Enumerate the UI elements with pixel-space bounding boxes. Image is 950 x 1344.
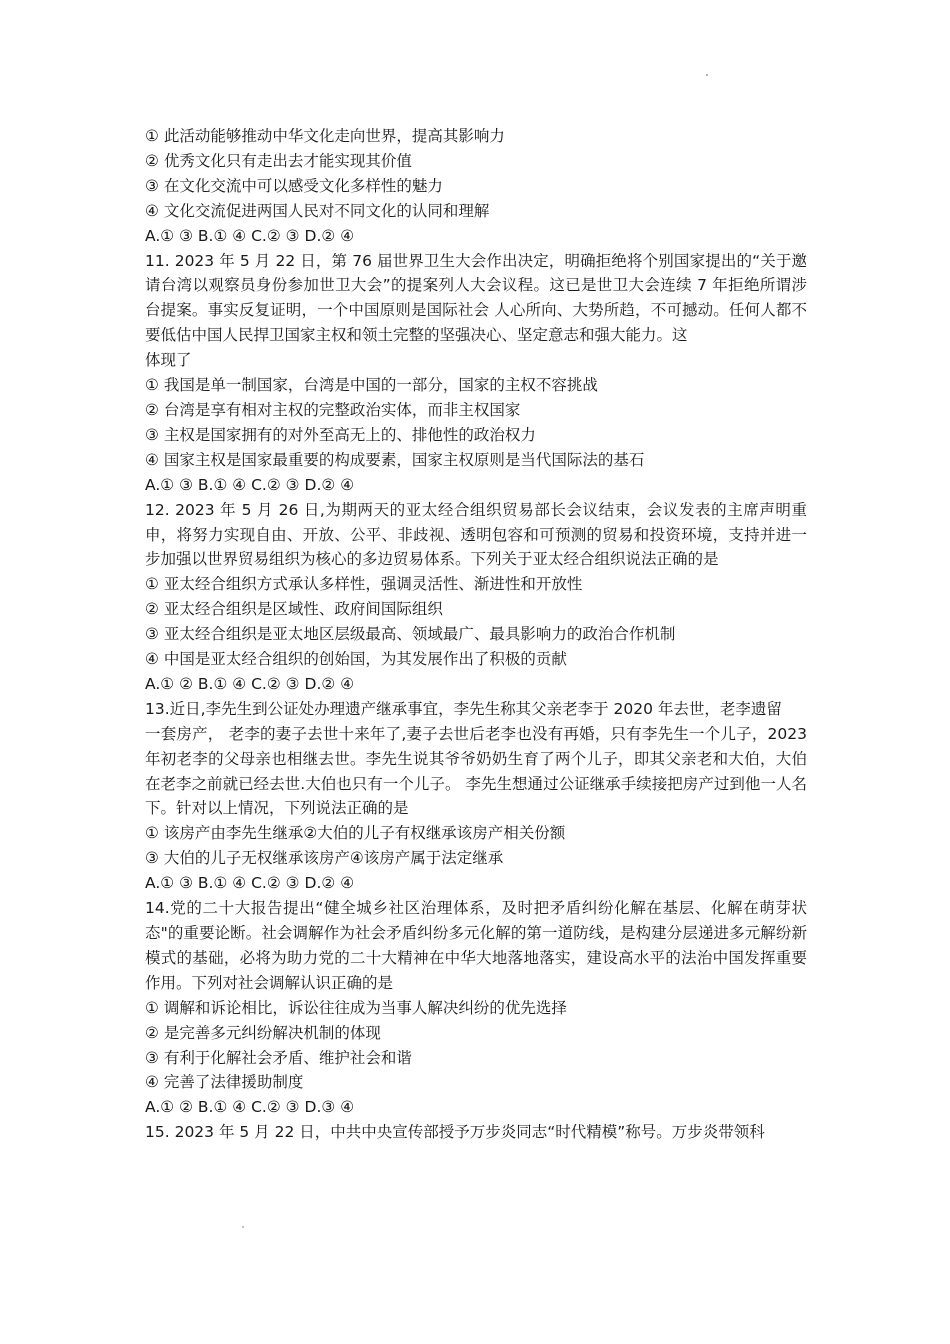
exam-page xyxy=(145,124,807,1145)
question-stem: 13.近日,李先生到公证处办理遗产继承事宜，李先生称其父亲老李于 2020 年去世，老李遗留 xyxy=(145,699,782,718)
page-bottom-mark xyxy=(242,1226,244,1228)
answer-choices: A.① ③ B.① ④ C.② ③ D.② ④ xyxy=(145,226,355,245)
question-10-options xyxy=(145,124,807,249)
question-stem-tail: 体现了 xyxy=(145,351,192,370)
option-line: ③ 在文化交流中可以感受文化多样性的魅力 xyxy=(145,176,443,195)
answer-choices: A.① ③ B.① ④ C.② ③ D.② ④ xyxy=(145,475,355,494)
option-line: ① 该房产由李先生继承②大伯的儿子有权继承该房产相关份额 xyxy=(145,824,566,843)
option-line: ④ 文化交流促进两国人民对不同文化的认同和理解 xyxy=(145,201,490,220)
question-stem: 15. 2023 年 5 月 22 日，中共中央宣传部授予万步炎同志“时代精模”称号。万步炎带领科 xyxy=(145,1123,765,1142)
option-line: ③ 亚太经合组织是亚太地区层级最高、领域最广、最具影响力的政治合作机制 xyxy=(145,625,676,644)
question-stem-tail: 一套房产， 老李的妻子去世十来年了,妻子去世后老李也没有再婚，只有李先生一个儿子，2023 年初老李的父母亲也相继去世。李先生说其爷爷奶奶生育了两个儿子，即其父亲老和大伯，大伯在老李之前就已经去世.大伯也只有一个儿子。 李先生想通过公证继承手续接把房产过到他一人名下。针对以上情况，下列说法正确的是 xyxy=(145,724,807,818)
option-line: ② 是完善多元纠纷解决机制的体现 xyxy=(145,1023,381,1042)
option-line: ④ 国家主权是国家最重要的构成要素，国家主权原则是当代国际法的基石 xyxy=(145,450,645,469)
question-stem: 11. 2023 年 5 月 22 日，第 76 届世界卫生大会作出决定，明确拒绝将个别国家提出的“关于邀请台湾以观察员身份参加世卫大会”的提案列人大会议程。这已是世卫大会连续 7 年拒绝所谓涉台提案。事实反复证明，一个中国原则是国际社会 人心所向、大势所趋，不可撼动。任何人都不要低估中国人民捍卫国家主权和领土完整的坚强决心、坚定意志和强大能力。这 xyxy=(145,251,807,345)
option-line: ② 亚太经合组织是区域性、政府间国际组织 xyxy=(145,600,443,619)
question-15 xyxy=(145,1120,807,1145)
page-corner-mark xyxy=(706,74,708,76)
option-line: ③ 大伯的儿子无权继承该房产④该房产属于法定继承 xyxy=(145,849,504,868)
option-line: ② 台湾是享有相对主权的完整政治实体，而非主权国家 xyxy=(145,400,521,419)
option-line: ① 此活动能够推动中华文化走向世界，提高其影响力 xyxy=(145,127,505,145)
question-13 xyxy=(145,697,807,896)
option-line: ④ 中国是亚太经合组织的创始国，为其发展作出了积极的贡献 xyxy=(145,650,567,669)
answer-choices: A.① ③ B.① ④ C.② ③ D.② ④ xyxy=(145,874,355,893)
answer-choices: A.① ② B.① ④ C.② ③ D.③ ④ xyxy=(145,1098,355,1117)
option-line: ③ 主权是国家拥有的对外至高无上的、排他性的政治权力 xyxy=(145,425,536,444)
question-11 xyxy=(145,249,807,498)
option-line: ① 我国是单一制国家，台湾是中国的一部分，国家的主权不容挑战 xyxy=(145,376,598,395)
option-line: ④ 完善了法律援助制度 xyxy=(145,1073,304,1092)
option-line: ① 亚太经合组织方式承认多样性，强调灵活性、渐进性和开放性 xyxy=(145,575,583,594)
option-line: ③ 有利于化解社会矛盾、维护社会和谐 xyxy=(145,1048,412,1067)
question-stem: 12. 2023 年 5 月 26 日,为期两天的亚太经合组织贸易部长会议结束，会议发表的主席声明重申，将努力实现自由、开放、公平、非歧视、透明包容和可预测的贸易和投资环境，支持并进一步加强以世界贸易组织为核心的多边贸易体系。下列关于亚太经合组织说法正确的是 xyxy=(145,500,807,569)
option-line: ② 优秀文化只有走出去才能实现其价值 xyxy=(145,151,412,170)
question-12 xyxy=(145,498,807,697)
answer-choices: A.① ② B.① ④ C.② ③ D.② ④ xyxy=(145,674,355,693)
question-stem: 14.党的二十大报告提出“健全城乡社区治理体系，及时把矛盾纠纷化解在基层、化解在萌芽状态"的重要论断。社会调解作为社会矛盾纠纷多元化解的第一道防线，是构建分层递进多元解纷新模式的基础，必将为助力党的二十大精神在中华大地落地落实，建设高水平的法治中国发挥重要作用。下列对社会调解认识正确的是 xyxy=(145,899,807,992)
option-line: ① 调解和诉论相比，诉讼往往成为当事人解决纠纷的优先选择 xyxy=(145,998,567,1017)
question-14 xyxy=(145,896,807,1120)
